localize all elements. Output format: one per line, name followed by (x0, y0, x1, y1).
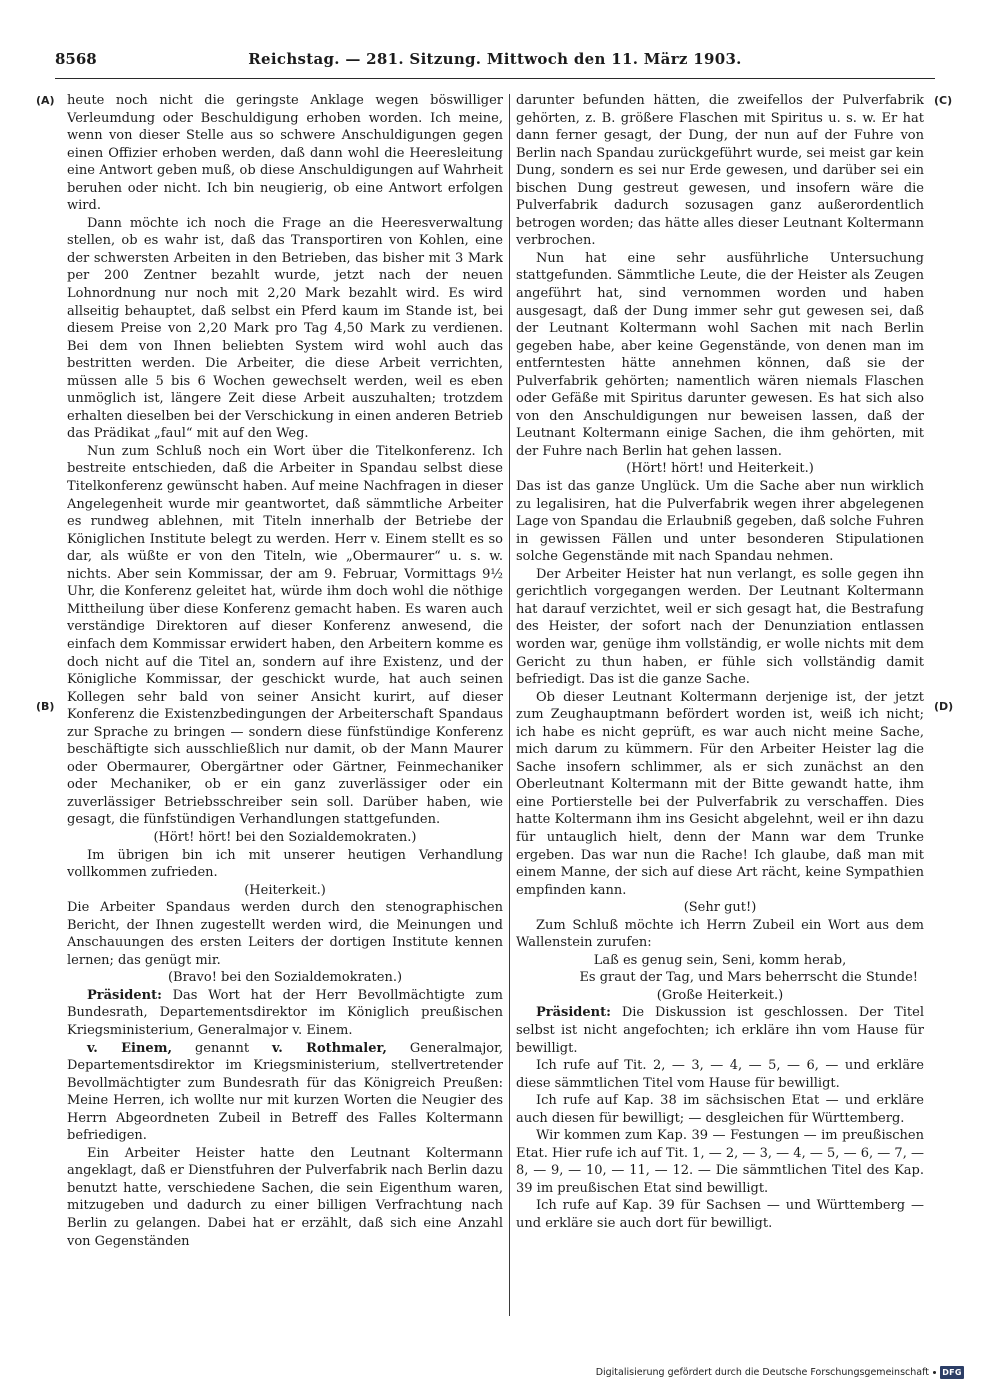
paragraph-text: Die Arbeiter Spandaus werden durch den stenographischen Bericht, der Ihnen zugestellt werden wird, die Meinungen und Anschauungen des ersten Leiters der dortigen Institute kennen lernen; das genügt mir. (67, 900, 503, 968)
right-text-column (516, 92, 924, 1300)
right-paragraph (516, 987, 924, 1005)
paragraph-text: Der Arbeiter Heister hat nun verlangt, es solle gegen ihn gerichtlich vorgegangen werden. Der Leutnant Koltermann hat darauf verzichtet, weil er sich gesagt hat, die Bestrafung des Heister, der sofort nach der Denunziation entlassen worden war, genüge ihm vollständig, er wolle nichts mit dem Gericht zu thun haben, er fühle sich vollständig damit befriedigt. Das ist die ganze Sache. (516, 566, 924, 688)
paragraph-text: Ich rufe auf Tit. 2, — 3, — 4, — 5, — 6, — und erkläre diese sämmtlichen Titel vom Hause für bewilligt. (516, 1058, 924, 1091)
paragraph-text: Wir kommen zum Kap. 39 — Festungen — im preußischen Etat. Hier rufe ich auf Tit. 1, — 2, — 3, — 4, — 5, — 6, — 7, — 8, — 9, — 10, — 11, — 12. — Die sämmtlichen Titel des Kap. 39 im preußischen Etat sind bewilligt. (516, 1128, 924, 1196)
right-paragraph (516, 917, 924, 952)
left-paragraph (67, 443, 503, 829)
right-paragraph (516, 969, 924, 987)
paragraph-text: Nun hat eine sehr ausführliche Untersuchung stattgefunden. Sämmtliche Leute, die der Heister als Zeugen angeführt hat, sind vernommen worden und haben ausgesagt, daß der Dung immer sehr gut gewesen sei, daß der Leutnant Koltermann wohl Sachen mit nach Berlin gegeben habe, aber keine Gegenstände, von denen man im entferntesten hätte annehmen können, daß sie der Pulverfabrik gehörten; namentlich wären niemals Flaschen oder Gefäße mit Spiritus darunter gewesen. Es hat sich also von den Anschuldigungen nur beweisen lassen, daß der Leutnant Koltermann einige Sachen, die ihm gehörten, mit der Fuhre nach Berlin hat gehen lassen. (516, 250, 924, 459)
left-paragraph (67, 1145, 503, 1250)
running-title: Reichstag. — 281. Sitzung. Mittwoch den 11. März 1903. (248, 50, 742, 68)
right-paragraph (516, 899, 924, 917)
left-paragraph (67, 1040, 503, 1145)
right-paragraph (516, 250, 924, 461)
speaker-name: Präsident: (87, 987, 162, 1003)
right-paragraph (516, 952, 924, 970)
speaker-connector: genannt (171, 1040, 273, 1056)
left-text-column (67, 92, 503, 1318)
left-paragraph (67, 829, 503, 847)
right-paragraph (516, 1127, 924, 1197)
paragraph-text: (Hört! hört! und Heiterkeit.) (626, 461, 814, 477)
paragraph-text: Zum Schluß möchte ich Herrn Zubeil ein Wort aus dem Wallenstein zurufen: (516, 917, 924, 951)
column-divider (509, 94, 510, 1316)
margin-marker-a: (A) (36, 94, 55, 107)
paragraph-text: Es graut der Tag, und Mars beherrscht die Stunde! (579, 970, 918, 986)
credit-text: Digitalisierung gefördert durch die Deutsche Forschungsgemeinschaft (595, 1366, 929, 1378)
page-number: 8568 (55, 50, 97, 68)
right-paragraph (516, 689, 924, 900)
paragraph-text: Ich rufe auf Kap. 39 für Sachsen — und Württemberg — und erkläre sie auch dort für bewilligt. (516, 1198, 924, 1231)
paragraph-text: Das Wort hat der Herr Bevollmächtigte zum Bundesrath, Departementsdirektor im Königlich preußischen Kriegsministerium, Generalmajor v. Einem. (67, 987, 503, 1038)
left-paragraph (67, 987, 503, 1040)
paragraph-text: (Heiterkeit.) (244, 882, 326, 898)
speaker-name: Präsident: (536, 1005, 611, 1021)
left-paragraph (67, 899, 503, 969)
right-paragraph (516, 1092, 924, 1127)
paragraph-text: Die Diskussion ist geschlossen. Der Titel selbst ist nicht angefochten; ich erkläre ihn vom Hause für bewilligt. (516, 1005, 924, 1056)
paragraph-text: Ein Arbeiter Heister hatte den Leutnant Koltermann angeklagt, daß er Dienstfuhren der Pulverfabrik nach Berlin dazu benutzt hatte, verschiedene Sachen, die sein Eigenthum waren, mitzugeben und dadurch zu einer billigen Verfrachtung nach Berlin zu gelangen. Dabei hat er erzählt, daß sich eine Anzahl von Gegenständen (67, 1145, 503, 1249)
left-paragraph (67, 882, 503, 900)
paragraph-text: (Hört! hört! bei den Sozialdemokraten.) (153, 829, 417, 845)
paragraph-text: Das ist das ganze Unglück. Um die Sache aber nun wirklich zu legalisiren, hat die Pulverfabrik wegen ihrer abgelegenen Lage von Spandau die Erlaubniß gegeben, daß solche Fuhren in gewissen Fällen und unter besonderen Stipulationen solche Gegenstände mit nach Spandau nehmen. (516, 479, 924, 565)
margin-marker-b: (B) (36, 700, 55, 713)
margin-marker-c: (C) (934, 94, 953, 107)
speaker-name: v. Einem, (87, 1040, 172, 1056)
paragraph-text: Ich rufe auf Kap. 38 im sächsischen Etat — und erkläre auch diesen für bewilligt; — desgleichen für Württemberg. (516, 1093, 924, 1126)
right-paragraph (516, 478, 924, 566)
paragraph-text: (Bravo! bei den Sozialdemokraten.) (167, 970, 403, 986)
paragraph-text: Laß es genug sein, Seni, komm herab, (593, 952, 847, 968)
digitization-credit (596, 1364, 964, 1380)
running-header (55, 50, 935, 76)
right-paragraph (516, 1197, 924, 1232)
paragraph-text: Im übrigen bin ich mit unserer heutigen Verhandlung vollkommen zufrieden. (67, 847, 503, 881)
left-paragraph (67, 92, 503, 215)
paragraph-text: (Große Heiterkeit.) (656, 987, 784, 1003)
left-paragraph (67, 215, 503, 443)
margin-marker-d: (D) (934, 700, 954, 713)
right-paragraph (516, 460, 924, 478)
paragraph-text: Dann möchte ich noch die Frage an die Heeresverwaltung stellen, ob es wahr ist, daß das Transportiren von Kohlen, eine der schwersten Arbeiten in den Betrieben, das bisher mit 3 Mark per 200 Zentner bezahlt wurde, jetzt nach der neuen Lohnordnung nur noch mit 2,20 Mark bezahlt wird. Es wird allseitig behauptet, daß selbst ein Pferd kaum im Stande ist, bei diesem Preise von 2,20 Mark pro Tag 4,50 Mark zu verdienen. Bei dem von Ihnen beliebten System wird wohl auch das bestritten werden. Die Arbeiter, die diese Arbeit verrichten, müssen alle 5 bis 6 Wochen gewechselt werden, weil es eben unmöglich ist, längere Zeit diese Arbeit auszuhalten; trotzdem erhalten dieselben bei der Verschickung in einen anderen Betrieb das Prädikat „faul“ mit auf den Weg. (67, 215, 503, 442)
left-paragraph (67, 847, 503, 882)
paragraph-text: Generalmajor, Departementsdirektor im Kriegsministerium, stellvertretender Bevollmächtigter zum Bundesrath für das Königreich Preußen: Meine Herren, ich wollte nur mit kurzen Worten die Neugier des Herrn Abgeordneten Zubeil in Betreff des Falles Koltermann befriedigen. (67, 1040, 503, 1144)
dfg-logo-icon: DFG (940, 1366, 964, 1379)
paragraph-text: Nun zum Schluß noch ein Wort über die Titelkonferenz. Ich bestreite entschieden, daß die Arbeiter in Spandau selbst diese Titelkonferenz gewünscht haben. Auf meine Nachfragen in dieser Angelegenheit wurde mir geantwortet, daß sämmtliche Arbeiter es rundweg ablehnen, mit Titeln innerhalb der Betriebe der Königlichen Institute belegt zu werden. Herr v. Einem stellt es so dar, als wüßte er von den Titeln, wie „Obermaurer“ u. s. w. nichts. Aber sein Kommissar, der am 9. Februar, Vormittags 9½ Uhr, die Konferenz geleitet hat, würde ihm doch wohl die nöthige Mittheilung über diese Konferenz gemacht haben. Es waren auch verständige Direktoren auf dieser Konferenz anwesend, die einfach dem Kommissar erwidert haben, den Arbeitern komme es doch nicht auf die Titel an, sondern auf ihre Existenz, und der Königliche Kommissar, der geschickt wurde, hat auch seinen Kollegen sehr bald von seiner Ansicht kurirt, auf dieser Konferenz die Existenzbedingungen der Arbeiterschaft Spandaus zur Sprache zu bringen — sondern diese fünfstündige Konferenz beschäftigte sich ausschließlich nur damit, ob der Mann Maurer oder Obermaurer, Obergärtner oder Gärtner, Feinmechaniker oder Mechaniker, ob er ein ganz zuverlässiger oder ein zuverlässiger Betriebsschreiber sein soll. Darüber haben, wie gesagt, die fünfstündigen Verhandlungen stattgefunden. (67, 443, 503, 828)
paragraph-text: Ob dieser Leutnant Koltermann derjenige ist, der jetzt zum Zeughauptmann befördert worden ist, weiß ich nicht; ich habe es nicht geprüft, es war auch nicht meine Sache, mich darum zu kümmern. Für den Arbeiter Heister lag die Sache insofern schlimmer, als er sich zunächst an den Oberleutnant Koltermann mit der Bitte gewandt hatte, ihm eine Portierstelle bei der Pulverfabrik zu verschaffen. Dies hatte Koltermann ihm ins Gesicht abgelehnt, weil er ihn dazu für untauglich hielt, denn der Mann war dem Trunke ergeben. Das war nun die Rache! Ich glaube, daß man mit einem Manne, der sich auf diese Art rächt, keine Sympathien empfinden kann. (516, 689, 924, 898)
speaker-name: v. Rothmaler, (272, 1040, 387, 1056)
left-paragraph (67, 969, 503, 987)
right-paragraph (516, 566, 924, 689)
paragraph-text: darunter befunden hätten, die zweifellos der Pulverfabrik gehörten, z. B. größere Flaschen mit Spiritus u. s. w. Er hat dann ferner gesagt, der Dung, der nun auf der Fuhre von Berlin nach Spandau zurückgeführt wurde, sei meist gar kein Dung, sondern es sei nur Erde gewesen, und darüber sei ein bischen Dung gestreut gewesen, und insofern wäre die Pulverfabrik dadurch sozusagen ganz außerordentlich betrogen worden; das hätte alles dieser Leutnant Koltermann verbrochen. (516, 93, 924, 249)
right-paragraph (516, 1057, 924, 1092)
separator-dot (933, 1371, 936, 1374)
header-rule (55, 78, 935, 79)
right-paragraph (516, 1004, 924, 1057)
right-paragraph (516, 92, 924, 250)
paragraph-text: (Sehr gut!) (683, 900, 757, 916)
paragraph-text: heute noch nicht die geringste Anklage wegen böswilliger Verleumdung oder Beschuldigung erhoben worden. Ich meine, wenn von dieser Stelle aus so schwere Anschuldigungen gegen einen Offizier erhoben werden, daß dann wohl die Heeresleitung eine Antwort geben muß, ob diese Anschuldigungen auf Wahrheit beruhen oder nicht. Ich bin neugierig, ob eine Antwort erfolgen wird. (67, 93, 503, 214)
